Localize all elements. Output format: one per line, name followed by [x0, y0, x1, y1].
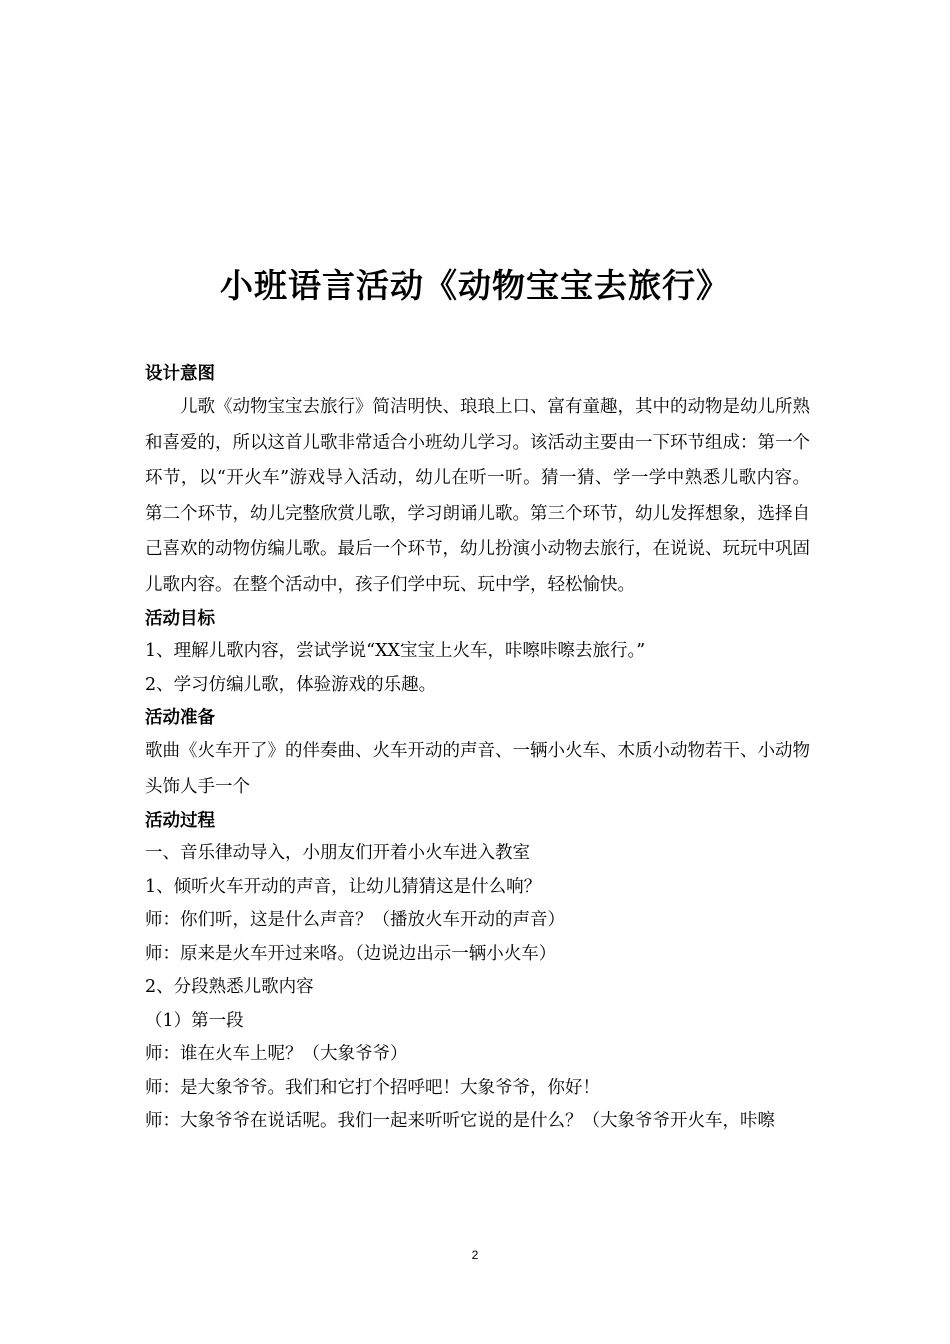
- design-intent-paragraph: 儿歌《动物宝宝去旅行》简洁明快、琅琅上口、富有童趣，其中的动物是幼儿所熟和喜爱的，所以这首儿歌非常适合小班幼儿学习。该活动主要由一下环节组成：第一个环节，以“开火车”游戏导入活动，幼儿在听一听。猜一猜、学一学中熟悉儿歌内容。第二个环节，幼儿完整欣赏儿歌，学习朗诵儿歌。第三个环节，幼儿发挥想象，选择自己喜欢的动物仿编儿歌。最后一个环节，幼儿扮演小动物去旅行，在说说、玩玩中巩固儿歌内容。在整个活动中，孩子们学中玩、玩中学，轻松愉快。: [145, 397, 810, 595]
- page-number: 2: [471, 1248, 479, 1262]
- process-line: 师：谁在火车上呢？（大象爷爷）: [145, 1044, 408, 1064]
- process-line: 1、倾听火车开动的声音，让幼儿猜猜这是什么响？: [145, 876, 542, 897]
- process-line: 师：原来是火车开过来咯。（边说边出示一辆小火车）: [145, 943, 557, 964]
- preparation-text: 歌曲《火车开了》的伴奏曲、火车开动的声音、一辆小火车、木质小动物若干、小动物头饰人手一个: [145, 741, 810, 797]
- section-heading-preparation: 活动准备: [145, 708, 215, 728]
- section-heading-process: 活动过程: [145, 811, 215, 831]
- process-line: 师：是大象爷爷。我们和它打个招呼吧！大象爷爷，你好！: [145, 1077, 600, 1098]
- process-line: （1）第一段: [145, 1010, 244, 1031]
- process-line: 师：你们听，这是什么声音？（播放火车开动的声音）: [145, 910, 565, 930]
- process-line: 2、分段熟悉儿歌内容: [145, 977, 314, 997]
- goal-item: 2、学习仿编儿歌，体验游戏的乐趣。: [145, 674, 437, 695]
- goal-item: 1、理解儿歌内容，尝试学说“XX宝宝上火车，咔嚓咔嚓去旅行。”: [145, 641, 646, 661]
- document-title: 小班语言活动《动物宝宝去旅行》: [220, 266, 730, 305]
- document-body: [145, 358, 810, 1139]
- section-heading-design-intent: 设计意图: [145, 364, 215, 384]
- process-line: 一、音乐律动导入，小朋友们开着小火车进入教室: [145, 843, 530, 863]
- process-line: 师：大象爷爷在说话呢。我们一起来听听它说的是什么？（大象爷爷开火车，咔嚓: [145, 1111, 775, 1131]
- section-heading-goals: 活动目标: [145, 609, 215, 629]
